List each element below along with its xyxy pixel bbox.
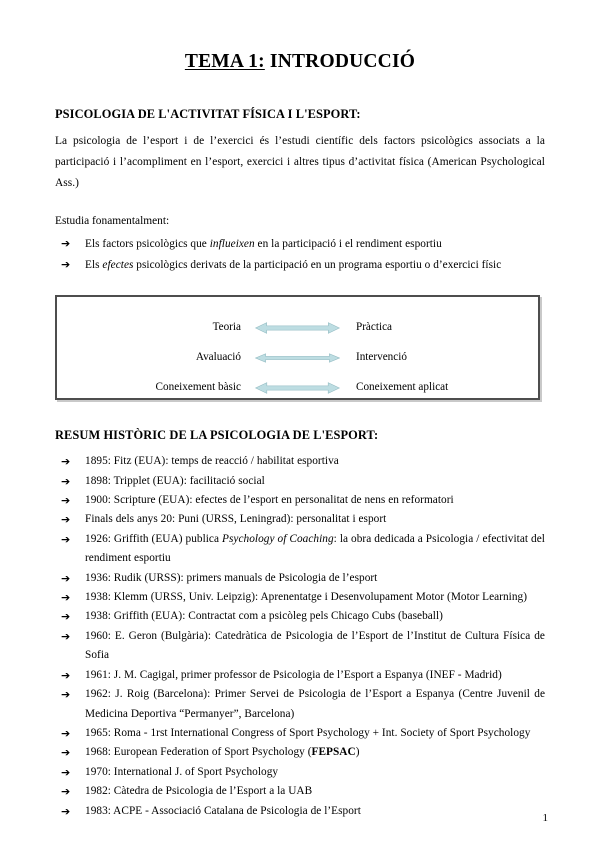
- diagram-arrow-cell: [255, 317, 340, 339]
- text-emphasis: efectes: [102, 258, 134, 271]
- list-item-text: Finals dels anys 20: Puni (URSS, Leningrad): personalitat i esport: [85, 513, 387, 526]
- text-strong: FEPSAC: [311, 746, 356, 759]
- arrow-bullet-icon: ➔: [61, 629, 71, 643]
- text-pre: Els: [85, 258, 103, 271]
- diagram-row: [57, 375, 538, 401]
- list-item: [55, 782, 545, 801]
- estudia-bullet-list: [55, 234, 545, 275]
- page-number: 1: [542, 812, 548, 824]
- section-heading-psicologia: PSICOLOGIA DE L'ACTIVITAT FÍSICA I L'ESPORT:: [55, 107, 361, 122]
- text-pre: 1968: European Federation of Sport Psychology (: [85, 746, 312, 759]
- text-post: en la participació i el rendiment esportiu: [254, 237, 442, 250]
- arrow-bullet-icon: ➔: [61, 610, 71, 624]
- diagram-label-right: Pràctica: [355, 321, 393, 334]
- list-item-text: 1982: Càtedra de Psicologia de l’Esport a la UAB: [85, 785, 313, 798]
- diagram-container: [55, 295, 545, 400]
- text-pre: Els factors psicològics que: [85, 237, 210, 250]
- list-item-text: 1938: Griffith (EUA): Contractat com a psicòleg pels Chicago Cubs (baseball): [85, 610, 443, 623]
- diagram-arrow-cell: [255, 349, 340, 367]
- list-item-text: 1961: J. M. Cagigal, primer professor de Psicologia de l’Esport a Espanya (INEF - Madrid): [85, 668, 502, 681]
- page-content: [55, 50, 545, 821]
- list-item: [55, 743, 545, 762]
- double-headed-arrow-icon: [255, 317, 340, 339]
- list-item: [55, 255, 545, 275]
- list-item-text: [85, 533, 545, 564]
- list-item: [55, 569, 545, 588]
- list-item: [55, 510, 545, 529]
- arrow-bullet-icon: ➔: [61, 474, 71, 488]
- diagram-label-right: Coneixement aplicat: [355, 381, 449, 394]
- list-item-text: [85, 259, 501, 271]
- list-item-text: [85, 238, 442, 250]
- historic-bullet-list: [55, 452, 545, 821]
- list-item: [55, 666, 545, 685]
- arrow-bullet-icon: ➔: [61, 571, 71, 585]
- list-item: [55, 802, 545, 821]
- list-item-text: 1900: Scripture (EUA): efectes de l’esport en personalitat de nens en reformatori: [85, 493, 454, 506]
- list-item-text: 1960: E. Geron (Bulgària): Catedràtica de Psicologia de l’Esport de l’Institut de Cultura Física de Sofia: [85, 629, 545, 662]
- page-title: [55, 50, 545, 73]
- list-item: [55, 724, 545, 743]
- page-title-rest: INTRODUCCIÓ: [264, 51, 416, 72]
- text-emphasis: Psychology of Coaching: [222, 532, 334, 545]
- list-item: [55, 472, 545, 491]
- arrow-bullet-icon: ➔: [61, 785, 71, 799]
- list-item: [55, 452, 545, 471]
- text-emphasis: influeixen: [209, 237, 255, 250]
- arrow-bullet-icon: ➔: [61, 493, 71, 507]
- text-post: psicològics derivats de la participació en un programa esportiu o d’exercici físic: [133, 258, 502, 271]
- list-item-text: [85, 746, 360, 758]
- list-item-text: 1895: Fitz (EUA): temps de reacció / habilitat esportiva: [85, 455, 339, 468]
- list-item: [55, 607, 545, 626]
- arrow-bullet-icon: ➔: [61, 746, 71, 760]
- text-post: ): [355, 746, 360, 759]
- arrow-bullet-icon: ➔: [61, 688, 71, 702]
- arrow-bullet-icon: ➔: [61, 236, 71, 250]
- list-item-text: 1983: ACPE - Associació Catalana de Psicologia de l’Esport: [85, 804, 361, 817]
- list-item: [55, 491, 545, 510]
- arrow-bullet-icon: ➔: [61, 765, 71, 779]
- arrow-bullet-icon: ➔: [61, 455, 71, 469]
- list-item: [55, 234, 545, 254]
- text-post: : la obra dedicada a Psicologia / efectivitat del rendiment esportiu: [85, 532, 545, 565]
- arrow-bullet-icon: ➔: [61, 726, 71, 740]
- page-title-lead: TEMA 1:: [184, 51, 265, 72]
- section-heading-resum-historic: RESUM HISTÒRIC DE LA PSICOLOGIA DE L'ESPORT:: [55, 428, 379, 443]
- list-item: [55, 627, 545, 666]
- double-headed-arrow-icon: [255, 349, 340, 367]
- diagram-arrow-cell: [255, 377, 340, 399]
- list-item-text: 1898: Tripplet (EUA): facilitació social: [85, 474, 265, 487]
- list-item-text: 1936: Rudik (URSS): primers manuals de Psicologia de l’esport: [85, 571, 378, 584]
- diagram-row: [57, 345, 538, 371]
- arrow-bullet-icon: ➔: [61, 513, 71, 527]
- lead-in-estudia: Estudia fonamentalment:: [55, 214, 170, 227]
- list-item: [55, 588, 545, 607]
- list-item: [55, 763, 545, 782]
- diagram-label-left: Coneixement bàsic: [155, 381, 241, 394]
- section-paragraph-definition: La psicologia de l’esport i de l’exercici és l’estudi científic dels factors psicològics associats a la participació i l’acompliment en l’esport, exercici i altres tipus d’activitat física (American Psychological Ass.): [55, 135, 545, 189]
- diagram-label-left: Teoria: [212, 321, 241, 334]
- diagram-label-right: Intervenció: [355, 351, 407, 364]
- arrow-bullet-icon: ➔: [61, 532, 71, 546]
- arrow-bullet-icon: ➔: [61, 668, 71, 682]
- double-headed-arrow-icon: [255, 377, 340, 399]
- text-pre: 1926: Griffith (EUA) publica: [85, 532, 223, 545]
- arrow-bullet-icon: ➔: [61, 591, 71, 605]
- list-item-text: 1962: J. Roig (Barcelona): Primer Servei de Psicologia de l’Esport a Espanya (Centre Juvenil de Medicina Deportiva “Permanyer”, Barcelona): [85, 688, 545, 720]
- list-item: [55, 685, 545, 724]
- arrow-bullet-icon: ➔: [61, 804, 71, 818]
- arrow-bullet-icon: ➔: [61, 257, 71, 271]
- list-item-text: 1970: International J. of Sport Psychology: [85, 765, 279, 778]
- list-item-text: 1938: Klemm (URSS, Univ. Leipzig): Aprenentatge i Desenvolupament Motor (Motor Learning): [85, 591, 528, 604]
- diagram-label-left: Avaluació: [195, 351, 241, 364]
- list-item: [55, 530, 545, 569]
- diagram-row: [57, 315, 538, 341]
- theory-practice-diagram: [55, 295, 540, 400]
- list-item-text: 1965: Roma - 1rst International Congress of Sport Psychology + Int. Society of Sport Psychology: [85, 726, 531, 739]
